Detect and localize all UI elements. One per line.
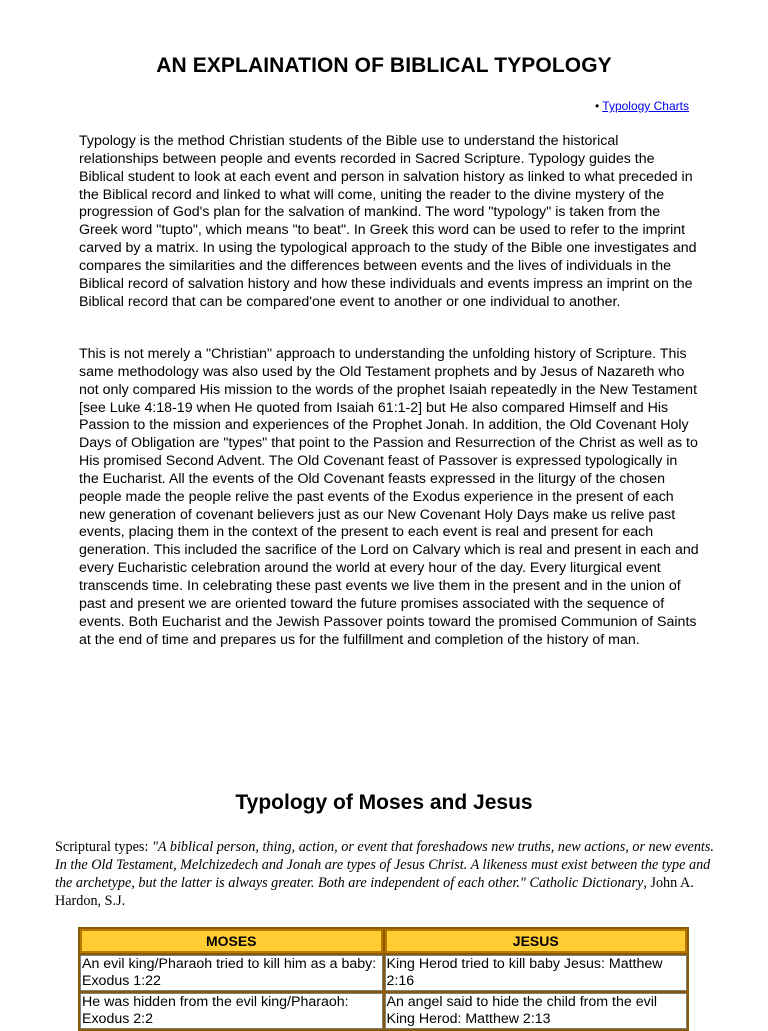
column-header-moses: MOSES <box>80 929 383 953</box>
bullet-icon: • <box>594 99 600 113</box>
quote-attribution: , John A. Hardon, S.J. <box>55 875 694 909</box>
table-row <box>80 955 687 991</box>
quote-prefix: Scriptural types: <box>55 839 152 855</box>
moses-jesus-table <box>78 927 689 1031</box>
table-header-row <box>80 929 687 953</box>
section-title: Typology of Moses and Jesus <box>235 791 533 814</box>
table-cell: An evil king/Pharaoh tried to kill him as a baby: Exodus 1:22 <box>80 955 383 991</box>
quote-text: "A biblical person, thing, action, or event that foreshadows new truths, new actions, or new events. In the Old Testament, Melchizedech and Jonah are types of Jesus Christ. A likeness must exist between the type and the archetype, but the latter is always greater. Both are independent of each other." Catholic Dictionary <box>55 839 714 891</box>
typology-charts-link[interactable]: Typology Charts <box>602 99 689 113</box>
table-cell: King Herod tried to kill baby Jesus: Matthew 2:16 <box>385 955 688 991</box>
scriptural-types-quote <box>55 838 715 910</box>
typology-charts-link-row <box>595 99 689 113</box>
column-header-jesus: JESUS <box>385 929 688 953</box>
document-title: AN EXPLAINATION OF BIBLICAL TYPOLOGY <box>156 54 612 77</box>
table-cell: He was hidden from the evil king/Pharaoh: Exodus 2:2 <box>80 993 383 1029</box>
intro-paragraph: Typology is the method Christian students of the Bible use to understand the historical relationships between people and events recorded in Sacred Scripture. Typology guides the Biblical student to look at each event and person in salvation history as linked to what preceded in the Biblical record and linked to what will come, uniting the reader to the divine mystery of the progression of God's plan for the salvation of mankind. The word "typology" is taken from the Greek word "tupto", which means "to beat". In Greek this word can be used to refer to the imprint carved by a matrix. In using the typological approach to the study of the Bible one investigates and compares the similarities and the differences between events and the lives of individuals in the Biblical record of salvation history and how these individuals and events impress an imprint on the Biblical record that can be compared'one event to another or one individual to another. <box>79 133 697 310</box>
methodology-paragraph: This is not merely a "Christian" approach to understanding the unfolding history of Scripture. This same methodology was also used by the Old Testament prophets and by Jesus of Nazareth who not only compared His mission to the words of the prophet Isaiah repeatedly in the New Testament [see Luke 4:18-19 when He quoted from Isaiah 61:1-2] but He also compared Himself and His Passion to the mission and experiences of the Prophet Jonah. In addition, the Old Covenant Holy Days of Obligation are "types" that point to the Passion and Resurrection of the Christ as well as to His promised Second Advent. The Old Covenant feast of Passover is expressed typologically in the Eucharist. All the events of the Old Covenant feasts expressed in the liturgy of the chosen people made the people relive the past events of the Exodus experience in the present of each new generation of covenant believers just as our New Covenant Holy Days make us relive past events, placing them in the context of the present to each event is real and present for each generation. This included the sacrifice of the Lord on Calvary which is real and present in each and every Eucharistic celebration around the world at every hour of the day. Every liturgical event transcends time. In celebrating these past events we live them in the present and in the union of past and present we are oriented toward the future promises associated with the sequence of events. Both Eucharist and the Jewish Passover points toward the promised Communion of Saints at the end of time and prepares us for the fulfillment and completion of the history of man. <box>79 346 699 648</box>
table-cell: An angel said to hide the child from the evil King Herod: Matthew 2:13 <box>385 993 688 1029</box>
